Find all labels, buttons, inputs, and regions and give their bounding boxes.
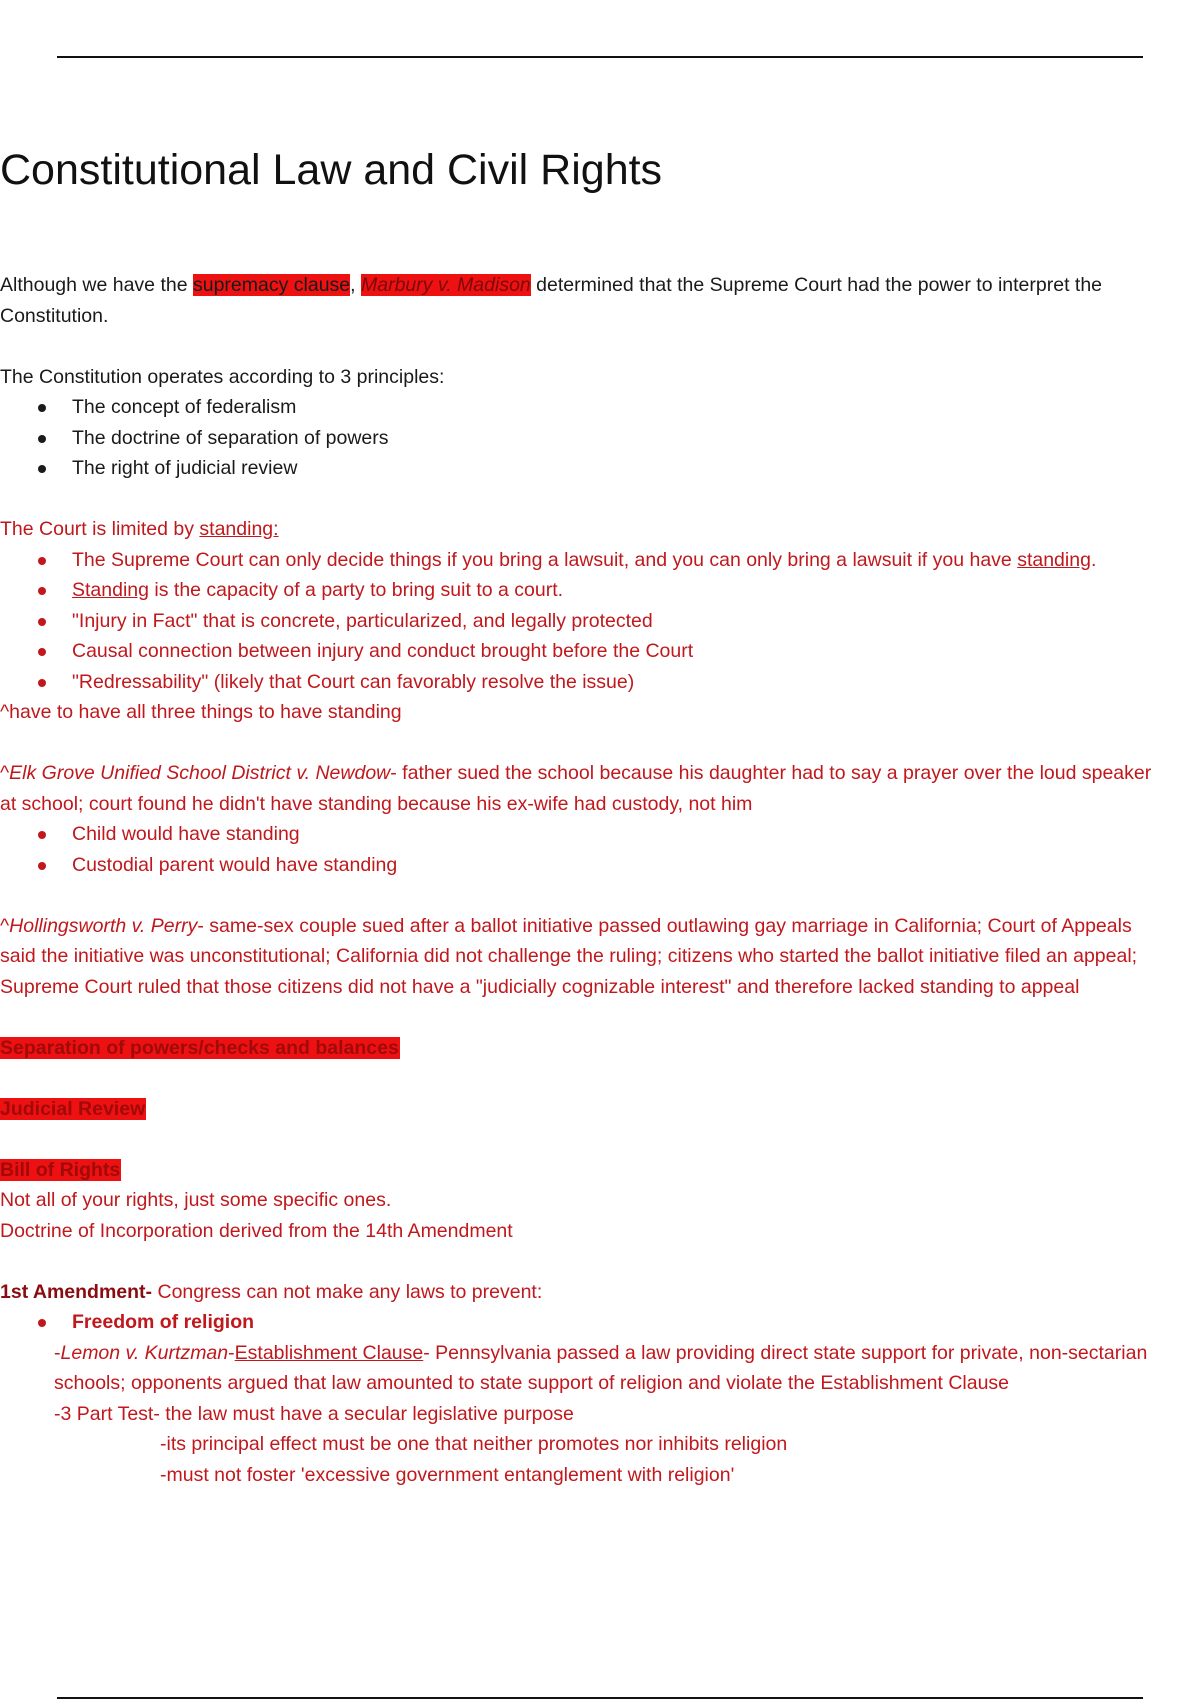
three-part-test-line3: -must not foster 'excessive government entanglement with religion' xyxy=(160,1463,735,1486)
hollingsworth-paragraph xyxy=(0,911,1200,942)
bullet-icon xyxy=(38,831,46,839)
establishment-clause-link: Establishment Clause xyxy=(234,1341,424,1364)
principles-list xyxy=(0,392,1200,484)
standing-note: ^have to have all three things to have standing xyxy=(0,701,402,723)
list-item xyxy=(0,1307,1200,1338)
list-item-text: The concept of federalism xyxy=(72,396,297,418)
principles-lead: The Constitution operates according to 3 principles: xyxy=(0,365,445,388)
bullet-icon xyxy=(38,587,46,595)
bullet-icon xyxy=(38,648,46,656)
dash-text: - xyxy=(54,1341,61,1364)
highlight-supremacy-clause: supremacy clause xyxy=(192,274,351,296)
first-amendment-paragraph xyxy=(0,1277,1200,1308)
case-name: Elk Grove Unified School District v. Newdow xyxy=(9,762,391,784)
list-item xyxy=(0,575,1200,606)
lemon-line2: schools; opponents argued that law amounted to state support of religion and violate the Establishment Clause xyxy=(54,1372,1010,1394)
first-amendment-text: Congress can not make any laws to prevent: xyxy=(152,1280,543,1303)
list-item-text: The Supreme Court can only decide things if you bring a lawsuit, and you can only bring a lawsuit if you have xyxy=(72,548,1018,571)
list-item-text: The doctrine of separation of powers xyxy=(72,426,389,449)
list-item-text: is the capacity of a party to bring suit to a court. xyxy=(148,579,564,601)
bill-of-rights-line1: Not all of your rights, just some specific ones. xyxy=(0,1189,392,1211)
intro-paragraph-line2: Constitution. xyxy=(0,304,109,327)
standing-list xyxy=(0,545,1200,698)
list-item xyxy=(0,819,1200,850)
list-item xyxy=(0,636,1200,667)
case-summary: - father sued the school because his daughter had to say a prayer over the loud speaker xyxy=(390,762,1152,784)
header-rule xyxy=(57,56,1143,58)
bullet-icon xyxy=(38,557,46,565)
intro-separator: , xyxy=(350,274,361,296)
list-item xyxy=(0,606,1200,637)
caret-text: ^ xyxy=(0,762,10,784)
list-item xyxy=(0,667,1200,698)
standing-lead xyxy=(0,514,1200,545)
list-item-text: . xyxy=(1090,548,1097,571)
case-name: Lemon v. Kurtzman xyxy=(60,1341,229,1364)
standing-lead-text: The Court is limited by xyxy=(0,518,200,540)
case-summary: - same-sex couple sued after a ballot initiative passed outlawing gay marriage in California; Court of Appeals xyxy=(197,914,1132,937)
elk-grove-list xyxy=(0,819,1200,880)
list-item-text: Causal connection between injury and conduct brought before the Court xyxy=(72,640,694,662)
list-item-text: "Redressability" (likely that Court can favorably resolve the issue) xyxy=(72,670,635,693)
elk-grove-line2: at school; court found he didn't have standing because his ex-wife had custody, not him xyxy=(0,792,753,815)
first-amendment-label: 1st Amendment- xyxy=(0,1280,153,1303)
document-body xyxy=(0,270,1200,1490)
list-item xyxy=(0,545,1200,576)
list-item-text: Child would have standing xyxy=(72,823,300,845)
list-item xyxy=(0,392,1200,423)
bullet-icon xyxy=(38,618,46,626)
hollingsworth-line2: said the initiative was unconstitutional; California did not challenge the ruling; citizens who started the ballot initiative filed an appeal; xyxy=(0,945,1138,967)
hollingsworth-line3: Supreme Court ruled that those citizens did not have a "judicially cognizable interest" and therefore lacked standing to appeal xyxy=(0,975,1080,998)
lemon-paragraph xyxy=(0,1338,1200,1369)
list-item-text: The right of judicial review xyxy=(72,457,298,479)
bullet-icon xyxy=(38,404,46,412)
dash-text: - xyxy=(228,1341,235,1364)
document-title: Constitutional Law and Civil Rights xyxy=(0,146,663,194)
heading-judicial-review xyxy=(0,1094,1200,1125)
list-item-text: Freedom of religion xyxy=(72,1311,255,1333)
standing-link: Standing xyxy=(72,579,149,601)
bill-of-rights-line2: Doctrine of Incorporation derived from the 14th Amendment xyxy=(0,1219,513,1242)
three-part-test: -3 Part Test- the law must have a secular legislative purpose xyxy=(54,1402,574,1425)
first-amendment-list xyxy=(0,1307,1200,1338)
bullet-icon xyxy=(38,862,46,870)
intro-text: Although we have the xyxy=(0,274,193,296)
highlight-marbury-v-madison: Marbury v. Madison xyxy=(360,274,531,296)
three-part-test-line2: -its principal effect must be one that neither promotes nor inhibits religion xyxy=(160,1433,788,1455)
bullet-icon xyxy=(38,1319,46,1327)
case-summary: - Pennsylvania passed a law providing direct state support for private, non-sectarian xyxy=(423,1341,1148,1364)
list-item xyxy=(0,423,1200,454)
case-name: Hollingsworth v. Perry xyxy=(9,914,198,937)
elk-grove-paragraph xyxy=(0,758,1200,789)
standing-link: standing xyxy=(1017,548,1091,571)
list-item-text: Custodial parent would have standing xyxy=(72,853,398,876)
bullet-icon xyxy=(38,679,46,687)
standing-link: standing: xyxy=(199,518,279,540)
intro-text-cont: determined that the Supreme Court had the power to interpret the xyxy=(530,274,1103,296)
heading-highlight: Judicial Review xyxy=(0,1097,146,1120)
heading-separation-of-powers xyxy=(0,1033,1200,1064)
heading-bill-of-rights xyxy=(0,1155,1200,1186)
list-item xyxy=(0,453,1200,484)
list-item xyxy=(0,850,1200,881)
heading-highlight: Bill of Rights xyxy=(0,1158,121,1181)
bullet-icon xyxy=(38,435,46,443)
heading-highlight: Separation of powers/checks and balances xyxy=(0,1036,399,1059)
caret-text: ^ xyxy=(0,914,10,937)
bullet-icon xyxy=(38,465,46,473)
list-item-text: "Injury in Fact" that is concrete, particularized, and legally protected xyxy=(72,609,653,632)
footer-rule xyxy=(57,1697,1143,1699)
intro-paragraph xyxy=(0,270,1200,301)
